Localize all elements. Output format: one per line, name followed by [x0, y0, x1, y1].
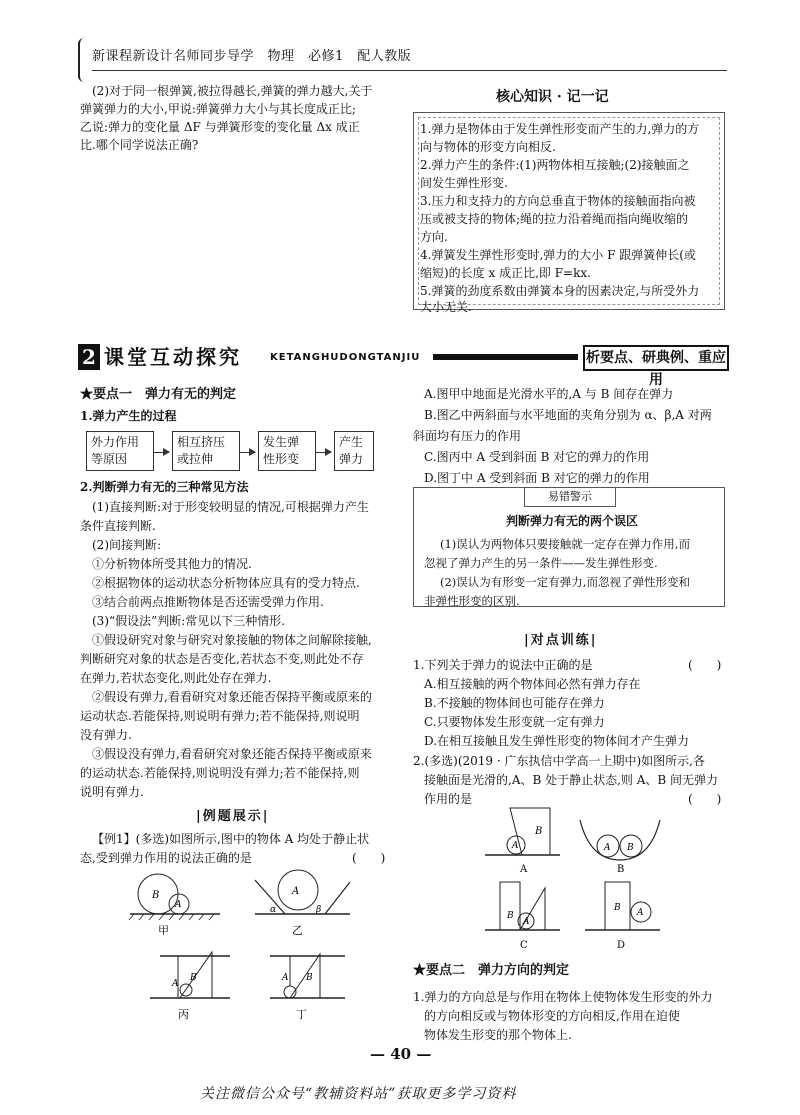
practice-figure-label: C [520, 940, 528, 951]
figure-label: 丙 [178, 1008, 189, 1021]
practice-figure-b [580, 820, 660, 860]
kp2-line: 1.弹力的方向总是与作用在物体上使物体发生形变的外力 [413, 990, 713, 1004]
kp1-line: 在弹力,若状态变化,则此处存在弹力. [80, 671, 272, 685]
key-point-1-title: ★要点一 弹力有无的判定 [80, 387, 237, 402]
example-line: 【例1】(多选)如图所示,图中的物体 A 均处于静止状 [92, 832, 370, 846]
q1-option: B.不接触的物体间也可能存在弹力 [424, 696, 605, 710]
example-option: B.图乙中两斜面与水平地面的夹角分别为 α、β,A 对两 [424, 408, 712, 422]
practice-figure-a [485, 808, 560, 855]
svg-text:A: A [512, 841, 519, 851]
kp1-line: ①分析物体所受其他力的情况. [92, 557, 252, 571]
svg-text:A: A [292, 886, 300, 897]
flow-step: 产生 弹力 [334, 431, 374, 471]
header-title: 新课程新设计名师同步导学 物理 必修1 配人教版 [92, 49, 412, 64]
kp1-line: ③假设没有弹力,看看研究对象还能否保持平衡或原来 [92, 747, 372, 761]
core-line: 2.弹力产生的条件:(1)两物体相互接触;(2)接触面之 [420, 158, 690, 172]
section-title: 课堂互动探究 [104, 345, 242, 369]
svg-text:β: β [316, 905, 322, 915]
core-line: 1.弹力是物体由于发生弹性形变而产生的力,弹力的方 [420, 122, 700, 136]
svg-text:B: B [190, 973, 197, 983]
kp1-line: (2)间接判断: [92, 538, 162, 552]
tip-head: 易错警示 [524, 487, 616, 507]
banner-bar [433, 354, 578, 360]
page-number: — 40 — [370, 1045, 432, 1063]
tip-line: (1)误认为两物体只要接触就一定存在弹力作用,而 [440, 537, 690, 551]
q1-bracket: ( ) [688, 658, 722, 672]
q1-option: C.只要物体发生形变就一定有弹力 [424, 715, 605, 729]
svg-text:B: B [306, 973, 313, 983]
figure-yi [255, 870, 350, 915]
kp1-line: ②假设有弹力,看看研究对象还能否保持平衡或原来的 [92, 690, 372, 704]
section-slogan: 析要点、研典例、重应用 [583, 345, 729, 371]
example-bracket: ( ) [352, 851, 386, 865]
core-line: 缩短)的长度 x 成正比,即 F=kx. [420, 266, 591, 280]
q1-text: 1.下列关于弹力的说法中正确的是 [413, 658, 593, 672]
kp1-line: 运动状态.若能保持,则说明有弹力;若不能保持,则说明 [80, 709, 360, 723]
q1-option: A.相互接触的两个物体间必然有弹力存在 [424, 677, 641, 691]
kp2-line: 物体发生形变的那个物体上. [424, 1028, 572, 1042]
example-option: D.图丁中 A 受到斜面 B 对它的弹力的作用 [424, 471, 650, 485]
q2-line: 接触面是光滑的,A、B 处于静止状态,则 A、B 间无弹力 [424, 773, 719, 787]
svg-text:B: B [535, 826, 543, 837]
figure-bing [150, 952, 230, 998]
kp1-line: 条件直接判断. [80, 519, 156, 533]
section-pinyin: KETANGHUDONGTANJIU [270, 352, 421, 363]
section-banner [78, 344, 726, 388]
core-line: 大小无关. [420, 300, 472, 314]
intro-line: 弹簧弹力的大小,甲说:弹簧弹力大小与其长度成正比; [80, 102, 356, 116]
svg-text:A: A [637, 908, 644, 918]
svg-text:A: A [523, 917, 530, 927]
svg-text:B: B [614, 903, 621, 913]
kp1-line: ②根据物体的运动状态分析物体应具有的受力特点. [92, 576, 360, 590]
figure-label: 甲 [158, 924, 169, 937]
core-line: 间发生弹性形变. [420, 176, 508, 190]
core-line: 压或被支持的物体;绳的拉力沿着绳而指向绳收缩的 [420, 212, 689, 226]
svg-text:A: A [175, 900, 182, 910]
q2-line: 作用的是 [424, 792, 473, 806]
practice-figure-d [585, 882, 660, 930]
tip-line: 忽视了弹力产生的另一条件——发生弹性形变. [424, 556, 658, 570]
figure-ding [270, 954, 345, 998]
practice-heading: |对点训练| [524, 633, 598, 648]
q2-bracket: ( ) [688, 792, 722, 806]
key-point-2-title: ★要点二 弹力方向的判定 [413, 963, 570, 978]
example-figures [120, 868, 370, 1033]
svg-text:B: B [507, 911, 514, 921]
intro-line: 乙说:弹力的变化量 ΔF 与弹簧形变的变化量 Δx 成正 [80, 120, 360, 134]
figure-label: 乙 [292, 924, 303, 937]
intro-line: 比.哪个同学说法正确? [80, 138, 199, 152]
kp1-line: 的运动状态.若能保持,则说明没有弹力;若不能保持,则 [80, 766, 360, 780]
svg-text:A: A [282, 973, 289, 983]
figure-label: 丁 [296, 1008, 307, 1021]
practice-figures [480, 800, 680, 955]
header-rule [92, 70, 727, 71]
kp1-line: ③结合前两点推断物体是否还需受弹力作用. [92, 595, 324, 609]
kp2-line: 的方向相反或与物体形变的方向相反,作用在迫使 [424, 1009, 680, 1023]
tip-line: (2)误认为有形变一定有弹力,而忽视了弹性形变和 [440, 575, 690, 589]
svg-text:α: α [270, 905, 277, 915]
core-line: 3.压力和支持力的方向总垂直于物体的接触面指向被 [420, 194, 696, 208]
tip-title: 判断弹力有无的两个误区 [506, 514, 639, 528]
core-line: 方向. [420, 230, 448, 244]
flow-arrow [315, 452, 331, 453]
core-knowledge-title: 核心知识 · 记一记 [496, 89, 609, 105]
example-heading: |例题展示| [196, 809, 270, 824]
practice-figure-label: D [617, 940, 626, 951]
example-option: A.图甲中地面是光滑水平的,A 与 B 间存在弹力 [424, 387, 674, 401]
example-option: 斜面均有压力的作用 [413, 429, 522, 443]
header-bracket [78, 38, 92, 82]
svg-text:A: A [172, 979, 179, 989]
kp1-line: 没有弹力. [80, 728, 132, 742]
flow-step: 外力作用 等原因 [86, 431, 154, 471]
intro-line: (2)对于同一根弹簧,被拉得越长,弹簧的弹力越大,关于 [92, 84, 373, 98]
q2-line: 2.(多选)(2019 · 广东执信中学高一上期中)如图所示,各 [413, 754, 705, 768]
flow-step: 发生弹 性形变 [258, 431, 316, 471]
q1-option: D.在相互接触且发生弹性形变的物体间才产生弹力 [424, 734, 690, 748]
practice-figure-c [485, 882, 560, 930]
flow-arrow [153, 452, 169, 453]
svg-text:B: B [627, 843, 634, 853]
footer-note: 关注微信公众号“教辅资料站”获取更多学习资料 [200, 1086, 517, 1102]
figure-jia [129, 874, 220, 920]
core-line: 4.弹簧发生弹性形变时,弹力的大小 F 跟弹簧伸长(或 [420, 248, 696, 262]
practice-figure-label: A [520, 864, 528, 875]
kp1-line: 说明有弹力. [80, 785, 144, 799]
svg-text:A: A [604, 843, 611, 853]
kp1-line: (3)“假设法”判断:常见以下三种情形. [92, 614, 286, 628]
flow-arrow [239, 452, 255, 453]
kp1-sub1: 1.弹力产生的过程 [80, 409, 177, 423]
example-option: C.图丙中 A 受到斜面 B 对它的弹力的作用 [424, 450, 650, 464]
tip-line: 非弹性形变的区别. [424, 594, 520, 608]
flow-step: 相互挤压 或拉伸 [172, 431, 240, 471]
kp1-line: (1)直接判断:对于形变较明显的情况,可根据弹力产生 [92, 500, 369, 514]
core-line: 向与物体的形变方向相反. [420, 140, 556, 154]
svg-text:B: B [152, 890, 160, 901]
section-number: 2 [78, 344, 100, 370]
kp1-line: ①假设研究对象与研究对象接触的物体之间解除接触, [92, 633, 372, 647]
core-line: 5.弹簧的劲度系数由弹簧本身的因素决定,与所受外力 [420, 284, 700, 298]
kp1-line: 判断研究对象的状态是否变化,若状态不变,则此处不存 [80, 652, 364, 666]
kp1-sub2: 2.判断弹力有无的三种常见方法 [80, 480, 249, 494]
practice-figure-label: B [617, 864, 625, 875]
example-line: 态,受到弹力作用的说法正确的是 [80, 851, 252, 865]
